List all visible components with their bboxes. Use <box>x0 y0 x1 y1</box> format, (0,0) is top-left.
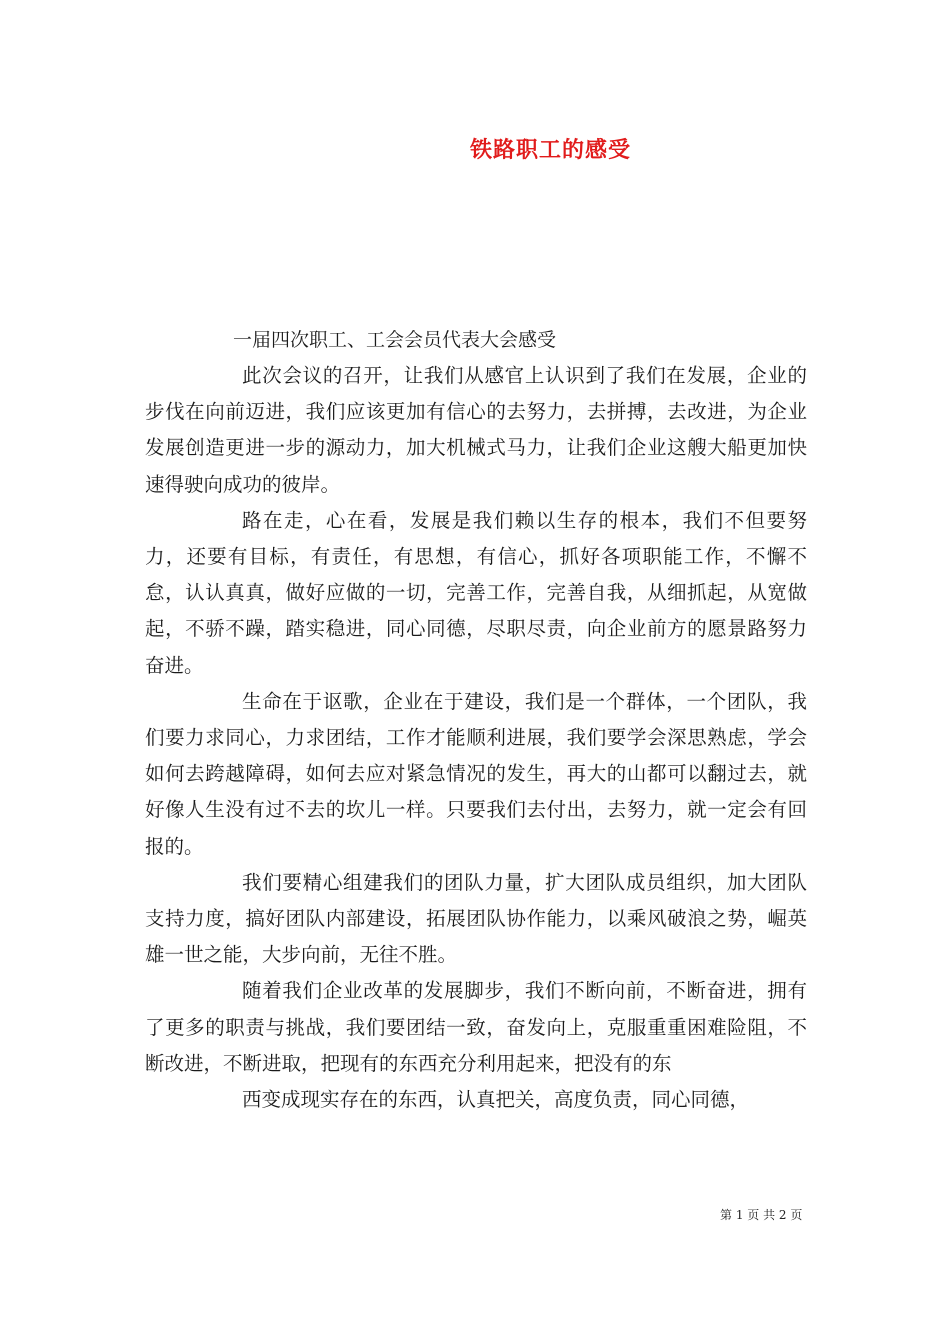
document-body <box>145 358 807 1118</box>
paragraph: 随着我们企业改革的发展脚步，我们不断向前，不断奋进，拥有了更多的职责与挑战，我们要团结一致，奋发向上，克服重重困难险阻，不断改进，不断进取，把现有的东西充分利用起来，把没有的东 <box>145 979 807 1075</box>
paragraph: 此次会议的召开，让我们从感官上认识到了我们在发展，企业的步伐在向前迈进，我们应该更加有信心的去努力，去拼搏，去改进，为企业发展创造更进一步的源动力，加大机械式马力，让我们企业这艘大船更加快速得驶向成功的彼岸。 <box>145 364 807 496</box>
document-subtitle: 一届四次职工、工会会员代表大会感受 <box>233 329 557 351</box>
paragraph: 路在走，心在看，发展是我们赖以生存的根本，我们不但要努力，还要有目标，有责任，有思想，有信心，抓好各项职能工作，不懈不怠，认认真真，做好应做的一切，完善工作，完善自我，从细抓起，从宽做起，不骄不躁，踏实稳进，同心同德，尽职尽责，向企业前方的愿景路努力奋进。 <box>145 508 807 677</box>
paragraph: 生命在于讴歌，企业在于建设，我们是一个群体，一个团队，我们要力求同心，力求团结，工作才能顺利进展，我们要学会深思熟虑，学会如何去跨越障碍，如何去应对紧急情况的发生，再大的山都可以翻过去，就好像人生没有过不去的坎儿一样。只要我们去付出，去努力，就一定会有回报的。 <box>145 689 807 858</box>
paragraph: 西变成现实存在的东西，认真把关，高度负责，同心同德， <box>242 1088 750 1112</box>
paragraph: 我们要精心组建我们的团队力量，扩大团队成员组织，加大团队支持力度，搞好团队内部建设，拓展团队协作能力，以乘风破浪之势，崛英雄一世之能，大步向前，无往不胜。 <box>145 870 807 967</box>
document-title: 铁路职工的感受 <box>470 137 632 163</box>
page-footer: 第 1 页 共 2 页 <box>720 1208 803 1222</box>
